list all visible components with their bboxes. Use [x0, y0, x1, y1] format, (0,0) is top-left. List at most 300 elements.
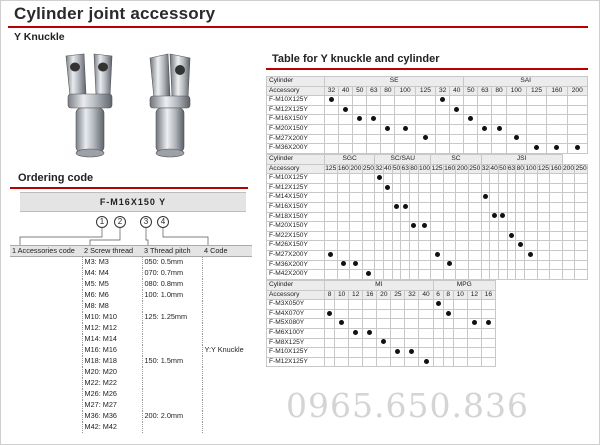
- fit-cell: [405, 357, 419, 367]
- fit-cell: [363, 348, 377, 358]
- page-title: Cylinder joint accessory: [14, 4, 216, 23]
- fit-dot-icon: [447, 261, 452, 266]
- fit-cell: [410, 193, 419, 203]
- fit-cell: [481, 357, 495, 367]
- fit-cell: [537, 260, 550, 270]
- fit-cell: [415, 96, 435, 106]
- fit-cell: [443, 250, 456, 260]
- fit-cell: [419, 328, 433, 338]
- thread-pitch-cell: [142, 367, 202, 378]
- ordering-code-title: Ordering code: [18, 172, 94, 184]
- accessory-row: [267, 260, 588, 270]
- fit-cell: [335, 328, 349, 338]
- fit-cell: [436, 144, 450, 154]
- code-cell: [202, 378, 252, 389]
- fit-cell: [418, 270, 431, 280]
- title-divider: [8, 26, 588, 28]
- fit-dot-icon: [482, 126, 487, 131]
- ordering-row: [10, 279, 252, 290]
- fit-cell: [353, 115, 367, 125]
- fit-cell: [391, 328, 405, 338]
- fit-cell: [456, 193, 469, 203]
- screw-thread-cell: M16: M16: [82, 345, 142, 356]
- fit-cell: [335, 338, 349, 348]
- thread-pitch-cell: 080: 0.8mm: [142, 279, 202, 290]
- y-knuckle-photo-front: [60, 50, 122, 162]
- fit-cell: [401, 193, 410, 203]
- fit-cell: [395, 124, 415, 134]
- fit-cell: [456, 212, 469, 222]
- fit-cell: [547, 96, 567, 106]
- fit-cell: [525, 174, 538, 184]
- code-cell: [202, 400, 252, 411]
- fit-cell: [490, 183, 499, 193]
- bore-size-cell: 50: [353, 86, 367, 96]
- fit-cell: [350, 250, 363, 260]
- accessory-code-cell: [10, 411, 82, 422]
- fit-cell: [405, 319, 419, 329]
- fit-cell: [401, 231, 410, 241]
- accessory-model: F-M4X070Y: [267, 309, 325, 319]
- accessory-label: Accessory: [267, 164, 325, 174]
- fit-dot-icon: [329, 97, 334, 102]
- fit-cell: [478, 96, 492, 106]
- thread-pitch-cell: 200: 2.0mm: [142, 411, 202, 422]
- accessory-model: F-M16X150Y: [267, 115, 325, 125]
- fit-cell: [575, 183, 588, 193]
- fit-dot-icon: [377, 175, 382, 180]
- fit-cell: [537, 202, 550, 212]
- fit-cell: [492, 134, 506, 144]
- accessory-model: F-M12X125Y: [267, 183, 325, 193]
- series-header-row: [267, 77, 588, 87]
- bore-size-cell: 250: [575, 164, 588, 174]
- fit-cell: [350, 270, 363, 280]
- fit-cell: [383, 212, 392, 222]
- fit-cell: [375, 222, 384, 232]
- series-header: SC: [431, 155, 481, 165]
- fit-dot-icon: [486, 320, 491, 325]
- fit-cell: [526, 115, 546, 125]
- cylinder-label: Cylinder: [267, 155, 325, 165]
- fit-cell: [575, 222, 588, 232]
- fit-cell: [562, 222, 575, 232]
- fit-cell: [395, 134, 415, 144]
- fit-cell: [468, 202, 481, 212]
- fit-cell: [381, 124, 395, 134]
- fit-dot-icon: [492, 213, 497, 218]
- fit-cell: [337, 250, 350, 260]
- fit-cell: [349, 357, 363, 367]
- fit-cell: [362, 193, 375, 203]
- fit-dot-icon: [403, 126, 408, 131]
- marker-2: 2: [114, 216, 126, 228]
- fit-cell: [575, 174, 588, 184]
- fit-cell: [350, 260, 363, 270]
- fit-cell: [537, 183, 550, 193]
- series-header: MI: [325, 281, 434, 291]
- fit-cell: [481, 348, 495, 358]
- fit-cell: [443, 241, 456, 251]
- fit-cell: [547, 105, 567, 115]
- fit-cell: [339, 96, 353, 106]
- fit-cell: [325, 222, 338, 232]
- col-code: 4 Code: [202, 246, 252, 257]
- fit-cell: [506, 124, 526, 134]
- thread-pitch-cell: [142, 378, 202, 389]
- fit-cell: [498, 250, 507, 260]
- fit-cell: [450, 134, 464, 144]
- code-cell: Y:Y Knuckle: [204, 345, 244, 354]
- fit-cell: [575, 231, 588, 241]
- fit-cell: [481, 231, 490, 241]
- fit-cell: [337, 174, 350, 184]
- fit-cell: [467, 348, 481, 358]
- col-thread-pitch: 3 Thread pitch: [142, 246, 202, 257]
- accessory-row: [267, 144, 588, 154]
- bore-size-cell: 10: [335, 290, 349, 300]
- fit-cell: [335, 348, 349, 358]
- ordering-row: [10, 290, 252, 301]
- thread-pitch-cell: [142, 422, 202, 433]
- fit-cell: [335, 357, 349, 367]
- ordering-rows: [10, 257, 252, 433]
- fit-cell: [381, 105, 395, 115]
- screw-thread-cell: M14: M14: [82, 334, 142, 345]
- fit-cell: [478, 134, 492, 144]
- fit-cell: [526, 134, 546, 144]
- accessory-row: [267, 96, 588, 106]
- fit-cell: [456, 183, 469, 193]
- fit-cell: [525, 202, 538, 212]
- accessory-row: [267, 309, 496, 319]
- compat-table-mi-mpg: [266, 280, 496, 367]
- fit-cell: [433, 338, 443, 348]
- fit-cell: [415, 124, 435, 134]
- fit-cell: [506, 134, 526, 144]
- accessory-row: [267, 134, 588, 144]
- fit-cell: [492, 96, 506, 106]
- accessory-code-cell: [10, 389, 82, 400]
- code-cell: [202, 334, 252, 345]
- fit-cell: [433, 300, 443, 310]
- fit-cell: [450, 115, 464, 125]
- fit-cell: [567, 105, 588, 115]
- fit-cell: [392, 231, 401, 241]
- fit-cell: [377, 300, 391, 310]
- fit-cell: [367, 134, 381, 144]
- fit-cell: [516, 202, 525, 212]
- fit-dot-icon: [381, 339, 386, 344]
- accessory-model: F-M10X125Y: [267, 96, 325, 106]
- accessory-row: [267, 105, 588, 115]
- fit-cell: [562, 241, 575, 251]
- fit-cell: [507, 250, 516, 260]
- fit-cell: [468, 250, 481, 260]
- bore-size-cell: 50: [392, 164, 401, 174]
- fit-cell: [350, 174, 363, 184]
- fit-cell: [391, 309, 405, 319]
- fit-cell: [443, 319, 453, 329]
- bore-size-cell: 63: [507, 164, 516, 174]
- fit-cell: [383, 202, 392, 212]
- fit-cell: [325, 96, 339, 106]
- fit-cell: [436, 105, 450, 115]
- accessory-row: [267, 124, 588, 134]
- fit-dot-icon: [367, 330, 372, 335]
- fit-cell: [415, 115, 435, 125]
- fit-cell: [401, 183, 410, 193]
- accessory-code-cell: [10, 257, 82, 268]
- fit-cell: [431, 250, 444, 260]
- marker-connectors: [10, 228, 250, 246]
- fit-cell: [350, 193, 363, 203]
- bore-size-cell: 200: [350, 164, 363, 174]
- fit-cell: [383, 241, 392, 251]
- screw-thread-cell: M27: M27: [82, 400, 142, 411]
- series-header: SE: [325, 77, 464, 87]
- accessory-code-cell: [10, 345, 82, 356]
- bore-size-cell: 50: [498, 164, 507, 174]
- fit-cell: [395, 115, 415, 125]
- fit-cell: [377, 348, 391, 358]
- fit-cell: [391, 338, 405, 348]
- fit-cell: [490, 212, 499, 222]
- bore-size-cell: 125: [431, 164, 444, 174]
- fit-cell: [464, 105, 478, 115]
- fit-cell: [537, 174, 550, 184]
- fit-cell: [490, 260, 499, 270]
- screw-thread-cell: M4: M4: [82, 268, 142, 279]
- fit-dot-icon: [343, 107, 348, 112]
- fit-cell: [481, 241, 490, 251]
- fit-cell: [443, 348, 453, 358]
- bore-size-cell: 125: [415, 86, 435, 96]
- accessory-row: [267, 241, 588, 251]
- screw-thread-cell: M6: M6: [82, 290, 142, 301]
- fit-cell: [431, 174, 444, 184]
- fit-cell: [335, 300, 349, 310]
- fit-cell: [481, 202, 490, 212]
- fit-cell: [468, 193, 481, 203]
- ordering-row: [10, 422, 252, 433]
- accessory-model: F-M20X150Y: [267, 124, 325, 134]
- code-cell: [202, 356, 252, 367]
- code-cell: [202, 312, 252, 323]
- fit-cell: [391, 300, 405, 310]
- fit-cell: [383, 231, 392, 241]
- fit-cell: [377, 319, 391, 329]
- fit-cell: [507, 222, 516, 232]
- code-cell: [202, 422, 252, 433]
- fit-cell: [391, 319, 405, 329]
- fit-cell: [498, 183, 507, 193]
- fit-cell: [453, 309, 467, 319]
- fit-cell: [325, 319, 335, 329]
- fit-cell: [490, 202, 499, 212]
- fit-cell: [410, 241, 419, 251]
- fit-dot-icon: [446, 311, 451, 316]
- bore-size-cell: 40: [450, 86, 464, 96]
- accessory-row: [267, 231, 588, 241]
- fit-cell: [410, 231, 419, 241]
- bore-size-cell: 20: [377, 290, 391, 300]
- fit-cell: [498, 241, 507, 251]
- fit-cell: [410, 202, 419, 212]
- bore-size-cell: 80: [516, 164, 525, 174]
- bore-size-cell: 16: [363, 290, 377, 300]
- fit-cell: [405, 328, 419, 338]
- fit-cell: [350, 183, 363, 193]
- fit-cell: [453, 319, 467, 329]
- fit-cell: [431, 222, 444, 232]
- fit-cell: [383, 260, 392, 270]
- fit-cell: [468, 222, 481, 232]
- accessory-model: F-M36X200Y: [267, 144, 325, 154]
- fit-cell: [464, 124, 478, 134]
- fit-cell: [405, 338, 419, 348]
- thread-pitch-cell: [142, 301, 202, 312]
- fit-cell: [468, 231, 481, 241]
- fit-cell: [443, 231, 456, 241]
- fit-cell: [516, 250, 525, 260]
- accessory-row: [267, 250, 588, 260]
- fit-cell: [481, 250, 490, 260]
- bore-size-cell: 125: [537, 164, 550, 174]
- fit-cell: [415, 105, 435, 115]
- fit-cell: [335, 309, 349, 319]
- fit-cell: [381, 115, 395, 125]
- fit-cell: [550, 174, 563, 184]
- fit-cell: [562, 250, 575, 260]
- screw-thread-cell: M18: M18: [82, 356, 142, 367]
- fit-cell: [392, 174, 401, 184]
- fit-cell: [383, 270, 392, 280]
- fit-cell: [392, 260, 401, 270]
- fit-cell: [456, 250, 469, 260]
- ordering-code-table: [10, 245, 252, 433]
- fit-cell: [443, 174, 456, 184]
- compat-table-se-sai: [266, 76, 588, 154]
- fit-cell: [325, 309, 335, 319]
- accessory-model: F-M6X100Y: [267, 328, 325, 338]
- fit-cell: [381, 134, 395, 144]
- fit-cell: [375, 260, 384, 270]
- fit-cell: [575, 250, 588, 260]
- fit-cell: [405, 300, 419, 310]
- bore-size-cell: 160: [550, 164, 563, 174]
- fit-cell: [362, 174, 375, 184]
- fit-cell: [419, 300, 433, 310]
- fit-dot-icon: [371, 116, 376, 121]
- screw-thread-cell: M26: M26: [82, 389, 142, 400]
- fit-cell: [367, 144, 381, 154]
- fit-cell: [431, 212, 444, 222]
- fit-cell: [547, 134, 567, 144]
- compat-table-divider: [266, 68, 588, 70]
- fit-cell: [478, 115, 492, 125]
- fit-cell: [375, 212, 384, 222]
- phone-watermark: 0965.650.836: [286, 386, 529, 425]
- fit-cell: [419, 348, 433, 358]
- fit-cell: [410, 250, 419, 260]
- fit-dot-icon: [422, 223, 427, 228]
- fit-dot-icon: [366, 271, 371, 276]
- accessory-code-cell: [10, 356, 82, 367]
- accessory-code-cell: [10, 378, 82, 389]
- fit-cell: [525, 183, 538, 193]
- fit-cell: [350, 212, 363, 222]
- fit-cell: [490, 193, 499, 203]
- fit-cell: [467, 338, 481, 348]
- fit-cell: [410, 174, 419, 184]
- fit-cell: [436, 96, 450, 106]
- accessory-model: F-M22X150Y: [267, 231, 325, 241]
- bore-size-cell: 12: [467, 290, 481, 300]
- ordering-row: [10, 257, 252, 268]
- fit-cell: [383, 222, 392, 232]
- fit-cell: [575, 270, 588, 280]
- fit-cell: [450, 124, 464, 134]
- fit-cell: [401, 212, 410, 222]
- fit-cell: [418, 202, 431, 212]
- fit-cell: [443, 183, 456, 193]
- fit-cell: [525, 250, 538, 260]
- fit-cell: [419, 338, 433, 348]
- fit-cell: [468, 183, 481, 193]
- fit-cell: [419, 309, 433, 319]
- fit-cell: [381, 96, 395, 106]
- fit-cell: [410, 222, 419, 232]
- fit-cell: [516, 174, 525, 184]
- fit-cell: [375, 270, 384, 280]
- fit-cell: [456, 270, 469, 280]
- bore-size-cell: 80: [410, 164, 419, 174]
- fit-cell: [567, 96, 588, 106]
- thread-pitch-cell: [142, 389, 202, 400]
- fit-cell: [335, 319, 349, 329]
- screw-thread-cell: M42: M42: [82, 422, 142, 433]
- fit-cell: [453, 300, 467, 310]
- fit-cell: [339, 134, 353, 144]
- fit-cell: [392, 212, 401, 222]
- fit-cell: [392, 222, 401, 232]
- fit-cell: [516, 212, 525, 222]
- fit-cell: [433, 319, 443, 329]
- fit-cell: [325, 250, 338, 260]
- fit-cell: [507, 270, 516, 280]
- fit-cell: [490, 270, 499, 280]
- fit-cell: [363, 357, 377, 367]
- fit-cell: [575, 202, 588, 212]
- fit-cell: [337, 222, 350, 232]
- fit-cell: [353, 144, 367, 154]
- fit-dot-icon: [468, 116, 473, 121]
- fit-cell: [363, 309, 377, 319]
- fit-cell: [550, 260, 563, 270]
- fit-cell: [525, 260, 538, 270]
- accessory-row: [267, 115, 588, 125]
- fit-cell: [325, 260, 338, 270]
- fit-cell: [550, 270, 563, 280]
- code-cell: [202, 389, 252, 400]
- fit-cell: [525, 231, 538, 241]
- accessory-model: F-M8X125Y: [267, 338, 325, 348]
- series-header: SGC: [325, 155, 375, 165]
- fit-cell: [481, 319, 495, 329]
- fit-cell: [453, 357, 467, 367]
- fit-cell: [377, 357, 391, 367]
